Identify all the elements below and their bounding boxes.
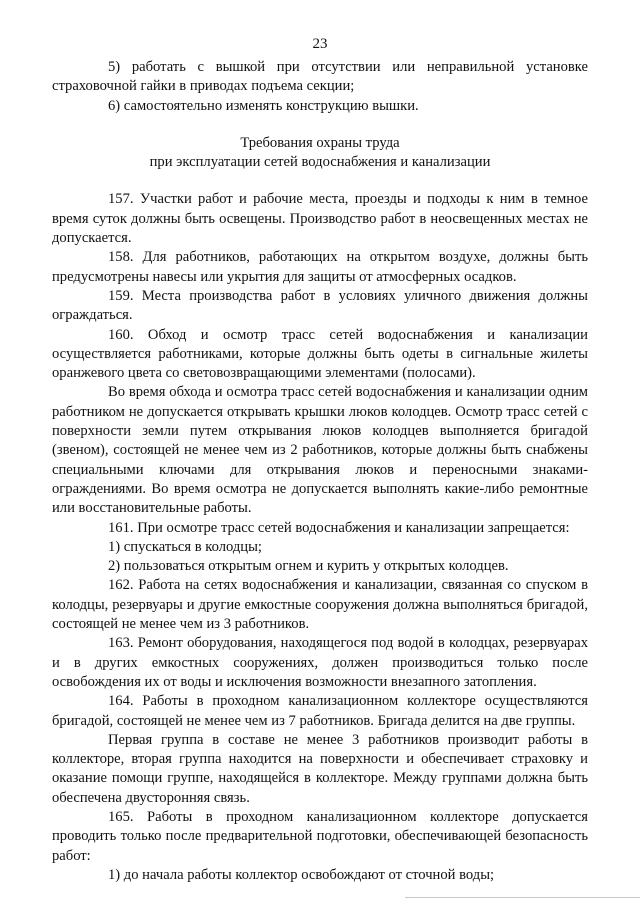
list-item: 5) работать с вышкой при отсутствии или неправильной установке страховочной гайки в приводах подъема секции; bbox=[52, 59, 588, 95]
section-heading-line: Требования охраны труда bbox=[240, 134, 400, 151]
list-item: 1) спускаться в колодцы; bbox=[108, 538, 262, 555]
paragraph-164: 164. Работы в проходном канализационном коллекторе осуществляются бригадой, состоящей не менее чем из 7 работников. Бригада делится на две группы. bbox=[52, 693, 588, 729]
paragraph-157: 157. Участки работ и рабочие места, проезды и подходы к ним в темное время суток должны быть освещены. Производство работ в неосвещенных местах не допускается. bbox=[52, 191, 588, 247]
list-item: 1) до начала работы коллектор освобождают от сточной воды; bbox=[108, 866, 495, 883]
section-heading-line: при эксплуатации сетей водоснабжения и канализации bbox=[149, 154, 491, 171]
section-heading bbox=[52, 134, 588, 173]
page-number: 23 bbox=[312, 36, 328, 52]
paragraph-159: 159. Места производства работ в условиях уличного движения должны ограждаться. bbox=[52, 287, 588, 324]
scan-edge-line bbox=[405, 897, 640, 898]
list-item: 2) пользоваться открытым огнем и курить у открытых колодцев. bbox=[108, 558, 509, 575]
paragraph-161: 161. При осмотре трасс сетей водоснабжения и канализации запрещается: bbox=[108, 519, 570, 536]
paragraph-158: 158. Для работников, работающих на открытом воздухе, должны быть предусмотрены навесы или укрытия для защиты от атмосферных осадков. bbox=[52, 249, 588, 285]
page-content bbox=[52, 58, 588, 885]
paragraph-163: 163. Ремонт оборудования, находящегося под водой в колодцах, резервуарах и в других емкостных сооружениях, должен производиться только после освобождения их от воды и исключения возможности внезапного затопления. bbox=[52, 635, 588, 690]
paragraph-160: 160. Обход и осмотр трасс сетей водоснабжения и канализации осуществляется работниками, которые должны быть одеты в сигнальные жилеты оранжевого цвета со световозвращающими элементами (полосами). bbox=[52, 326, 588, 382]
paragraph: Первая группа в составе не менее 3 работников производит работы в коллекторе, вторая группа находится на поверхности и обеспечивает страховку и оказание помощи группе, находящейся в коллекторе. Между группами должна быть обеспечена двусторонняя связь. bbox=[52, 731, 588, 806]
list-item: 6) самостоятельно изменять конструкцию вышки. bbox=[108, 97, 419, 114]
paragraph: Во время обхода и осмотра трасс сетей водоснабжения и канализации одним работником не допускается открывать крышки люков колодцев. Осмотр трасс сетей с поверхности земли путем открывания люков колодцев выполняется бригадой (звеном), состоящей не менее чем из 2 работников, которые должны быть снабжены специальными ключами для открывания люков и переносными знаками-ограждениями. Во время осмотра не допускается выполнять какие-либо ремонтные или восстановительные работы. bbox=[52, 384, 588, 517]
paragraph-162: 162. Работа на сетях водоснабжения и канализации, связанная со спуском в колодцы, резервуары и другие емкостные сооружения должна выполняться бригадой, состоящей не менее чем из 3 работников. bbox=[52, 577, 588, 633]
paragraph-165: 165. Работы в проходном канализационном коллекторе допускается проводить только после предварительной подготовки, обеспечивающей безопасность работ: bbox=[52, 808, 588, 864]
